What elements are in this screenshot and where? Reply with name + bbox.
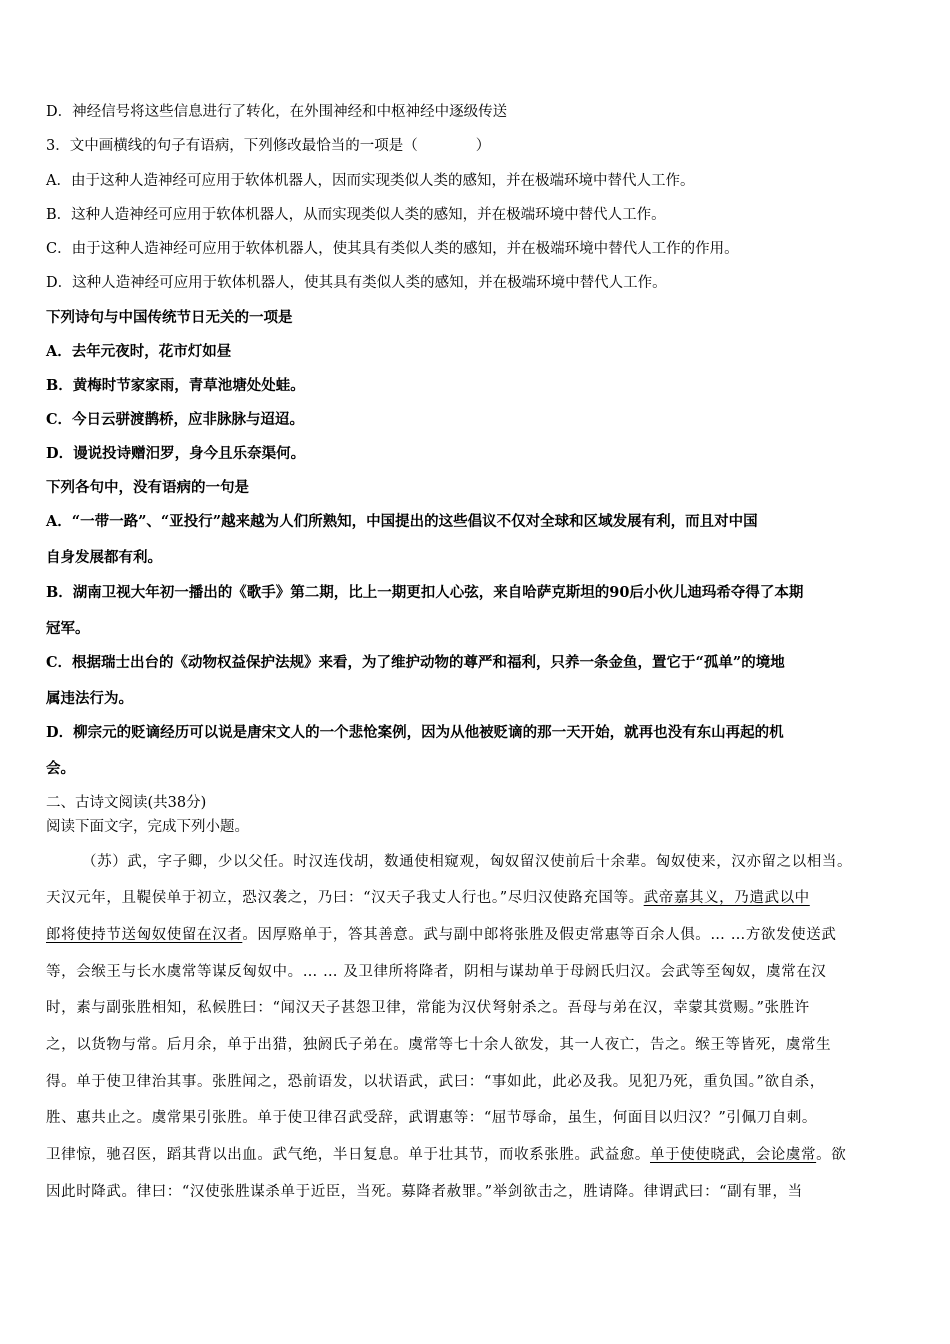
q5-option-b-line1: B．湖南卫视大年初一播出的《歌手》第二期，比上一期更扣人心弦，来自哈萨克斯坦的90后小伙儿迪玛希夺得了本期 <box>46 584 804 601</box>
passage-line-5: 时，素与副张胜相知，私候胜曰：“闻汉天子甚怨卫律，常能为汉伏弩射杀之。吾母与弟在汉，幸蒙其赏赐。”张胜许 <box>46 1000 810 1016</box>
passage-line-10: 因此时降武。律曰：“汉使张胜谋杀单于近臣，当死。募降者赦罪。”举剑欲击之，胜请降。律谓武曰：“副有罪，当 <box>46 1184 803 1200</box>
q2-option-d: D．神经信号将这些信息进行了转化，在外围神经和中枢神经中逐级传送 <box>46 104 508 120</box>
underlined-sentence-1-start: 武帝嘉其义，乃遣武以中 <box>643 890 810 906</box>
passage-line-2-text: 天汉元年，且鞮侯单于初立，恐汉袭之，乃曰：“汉天子我丈人行也。”尽归汉使路充国等。 <box>46 890 644 906</box>
section-heading: 二、古诗文阅读(共38分) <box>46 795 207 811</box>
q3-option-a: A．由于这种人造神经可应用于软体机器人，因而实现类似人类的感知，并在极端环境中替代人工作。 <box>46 173 695 189</box>
q5-option-c-line2: 属违法行为。 <box>46 690 133 707</box>
passage-line-2 <box>46 888 810 908</box>
q4-option-c: C．今日云骈渡鹊桥，应非脉脉与迢迢。 <box>46 411 305 428</box>
q5-stem: 下列各句中，没有语病的一句是 <box>46 479 249 496</box>
passage-line-9 <box>46 1145 846 1165</box>
q5-option-c-line1: C．根据瑞士出台的《动物权益保护法规》来看，为了维护动物的尊严和福利，只养一条金鱼，置它于“孤单”的境地 <box>46 654 785 671</box>
q3-stem <box>46 136 490 156</box>
q3-option-d: D．这种人造神经可应用于软体机器人，使其具有类似人类的感知，并在极端环境中替代人工作。 <box>46 275 667 291</box>
q4-option-b: B．黄梅时节家家雨，青草池塘处处蛙。 <box>46 377 305 394</box>
q3-option-c: C．由于这种人造神经可应用于软体机器人，使其具有类似人类的感知，并在极端环境中替代人工作的作用。 <box>46 241 739 257</box>
passage-line-7: 得。单于使卫律治其事。张胜闻之，恐前语发，以状语武，武曰：“事如此，此必及我。见犯乃死，重负国。”欲自杀， <box>46 1074 825 1090</box>
q5-option-d-line2: 会。 <box>46 760 75 777</box>
passage-line-9-text: 卫律惊，驰召医，蹈其背以出血。武气绝，半日复息。单于壮其节，而收系张胜。武益愈。 <box>46 1147 650 1163</box>
q5-option-b-line2: 冠军。 <box>46 620 90 637</box>
q4-option-d: D．谩说投诗赠汨罗，身今且乐奈渠何。 <box>46 445 306 462</box>
q3-stem-text: 3．文中画横线的句子有语病，下列修改最恰当的一项是（ <box>46 138 418 154</box>
passage-line-1: （苏）武，字子卿，少以父任。时汉连伐胡，数通使相窥观，匈奴留汉使前后十余辈。匈奴使来，汉亦留之以相当。 <box>82 854 853 870</box>
section-instruction: 阅读下面文字，完成下列小题。 <box>46 819 249 835</box>
passage-line-4: 等，会缑王与长水虞常等谋反匈奴中。… … 及卫律所将降者，阴相与谋劫单于母阏氏归汉。会武等至匈奴，虞常在汉 <box>46 964 827 980</box>
passage-line-3-text: 。因厚赂单于，答其善意。武与副中郎将张胜及假吏常惠等百余人俱。… …方欲发使送武 <box>242 927 837 943</box>
passage-line-9-end: 。欲 <box>816 1147 847 1163</box>
passage-line-6: 之，以货物与常。后月余，单于出猎，独阏氏子弟在。虞常等七十余人欲发，其一人夜亡，告之。缑王等皆死，虞常生 <box>46 1037 832 1053</box>
q4-option-a: A．去年元夜时，花市灯如昼 <box>46 343 232 360</box>
q4-stem: 下列诗句与中国传统节日无关的一项是 <box>46 309 293 326</box>
q5-option-d-line1: D．柳宗元的贬谪经历可以说是唐宋文人的一个悲怆案例，因为从他被贬谪的那一天开始，就再也没有东山再起的机 <box>46 724 784 741</box>
underlined-sentence-1-end: 郎将使持节送匈奴使留在汉者 <box>46 927 243 943</box>
underlined-sentence-2: 单于使使晓武，会论虞常 <box>650 1147 817 1163</box>
passage-line-3 <box>46 925 836 945</box>
q3-stem-close: ） <box>475 138 491 154</box>
q3-option-b: B．这种人造神经可应用于软体机器人，从而实现类似人类的感知，并在极端环境中替代人工作。 <box>46 207 666 223</box>
passage-line-8: 胜、惠共止之。虞常果引张胜。单于使卫律召武受辞，武谓惠等：“屈节辱命，虽生，何面目以归汉？”引佩刀自刺。 <box>46 1110 818 1126</box>
q5-option-a-line1: A．“一带一路”、“亚投行”越来越为人们所熟知，中国提出的这些倡议不仅对全球和区域发展有利，而且对中国 <box>46 513 758 530</box>
q5-option-a-line2: 自身发展都有利。 <box>46 549 162 566</box>
